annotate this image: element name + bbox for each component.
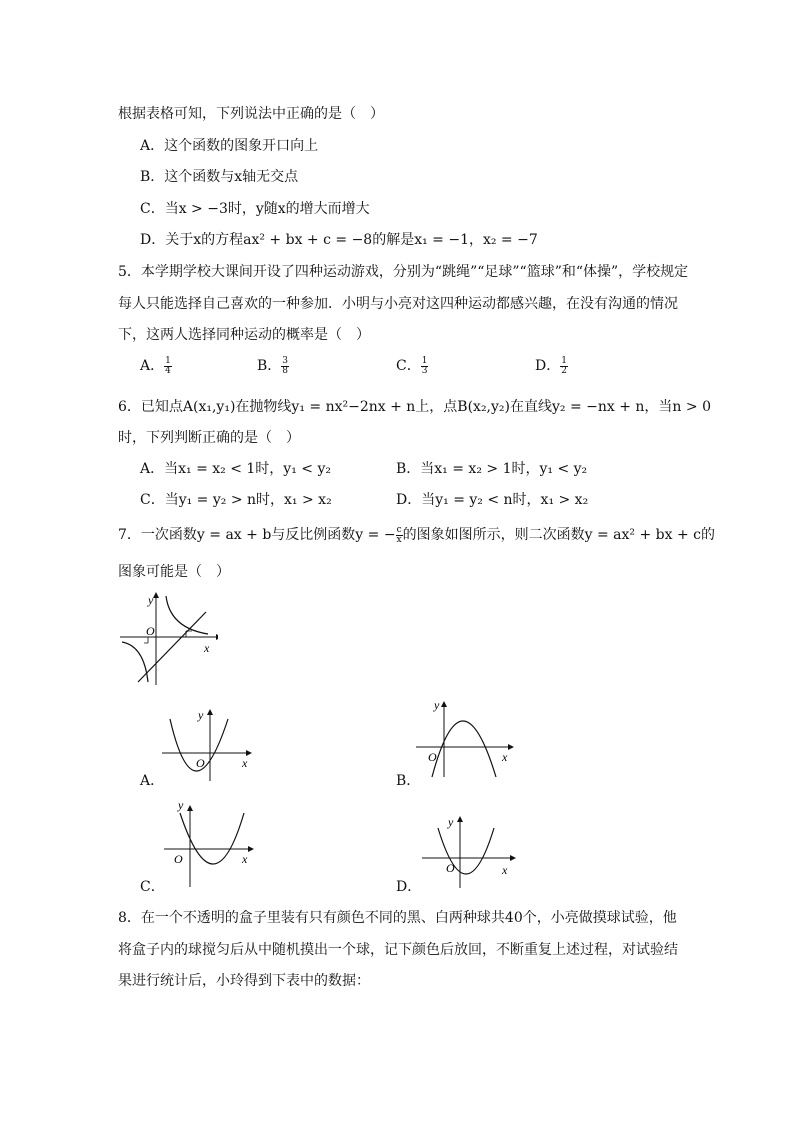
x-label: x [204,641,210,655]
q8-line2: 将盒子内的球搅匀后从中随机摸出一个球，记下颜色后放回，不断重复上述过程，对试验结 [118,942,678,958]
q4-option-d: D．关于x的方程ax² + bx + c = −8的解是x₁ = −1，x₂ = −7 [140,232,538,248]
x-label: x [502,750,508,764]
linear-function-line [138,612,206,682]
q7-given-figure [118,590,218,690]
origin-label: O [174,852,183,866]
q7-option-d-label: D． [396,879,422,895]
q7-line1: 7．一次函数y = ax + b与反比例函数y = − $\frac{c}{x}$ 的图象如图所示，则二次函数y = ax² + bx + c的 [118,524,715,545]
x-label: x [242,756,248,770]
x-label: x [502,863,508,877]
q7-option-d-graph [418,810,523,890]
y-label: y [148,593,154,607]
q6-line1: 6．已知点A(x₁,y₁)在抛物线y₁ = nx²−2nx + n上，点B(x₂,y₂)在直线y₂ = −nx + n，当n > 0 [118,399,711,415]
y-label: y [434,698,440,712]
y-axis-arrow [153,592,159,598]
q7-option-a-label: A． [140,773,165,789]
q5-line3: 下，这两人选择同种运动的概率是（ ） [118,327,370,343]
origin-label: O [146,624,155,638]
x-label: x [242,852,248,866]
y-label: y [178,798,184,812]
q5-option-d: D． $\frac{1}{2}$ [535,355,567,376]
q4-option-a: A．这个函数的图象开口向上 [140,138,319,154]
q5-line2: 每人只能选择自己喜欢的一种参加．小明与小亮对这四种运动都感兴趣，在没有沟通的情况 [118,296,678,312]
q4-stem: 根据表格可知，下列说法中正确的是（ ） [118,106,384,122]
q5-option-b: B． $\frac{3}{8}$ [257,355,289,376]
y-axis-arrow [441,701,447,707]
x-axis-arrow [216,634,218,640]
q7-option-c-label: C． [140,879,165,895]
q7-option-b-graph [412,695,522,780]
x-axis-arrow [248,846,254,852]
q6-option-b: B．当x₁ = x₂ > 1时，y₁ < y₂ [396,461,588,477]
q4-option-b: B．这个函数与x轴无交点 [140,169,299,185]
q8-line1: 8．在一个不透明的盒子里装有只有颜色不同的黑、白两种球共40个，小亮做摸球试验，他 [118,910,677,926]
y-label: y [448,815,454,829]
x-axis-arrow [510,855,516,861]
y-axis-arrow [207,709,213,715]
origin-label: O [428,750,437,764]
q6-line2: 时，下列判断正确的是（ ） [118,430,300,446]
q7-option-b-label: B． [396,773,421,789]
y-label: y [198,708,204,722]
q5-line1: 5．本学期学校大课间开设了四种运动游戏，分别为“跳绳”“足球”“篮球”和“体操”，学校规定 [118,264,689,280]
origin-label: O [196,756,205,770]
q6-option-d: D．当y₁ = y₂ < n时，x₁ > x₂ [396,492,589,508]
q6-option-c: C．当y₁ = y₂ > n时，x₁ > x₂ [140,492,332,508]
q7-line2: 图象可能是（ ） [118,564,230,580]
hyperbola-branch-1 [166,596,208,634]
q6-option-a: A．当x₁ = x₂ < 1时，y₁ < y₂ [140,461,331,477]
x-axis-arrow [508,744,514,750]
parabola [432,721,496,777]
origin-label: O [446,861,455,875]
y-axis-arrow [187,805,193,811]
q5-option-a: A． $\frac{1}{4}$ [140,355,171,376]
q7-option-c-graph [160,795,260,890]
q7-option-a-graph [158,705,258,785]
q8-line3: 果进行统计后，小玲得到下表中的数据： [118,973,370,989]
q5-option-c: C． $\frac{1}{3}$ [396,355,428,376]
y-axis-arrow [457,816,463,822]
q4-option-c: C．当x > −3时，y随x的增大而增大 [140,201,370,217]
